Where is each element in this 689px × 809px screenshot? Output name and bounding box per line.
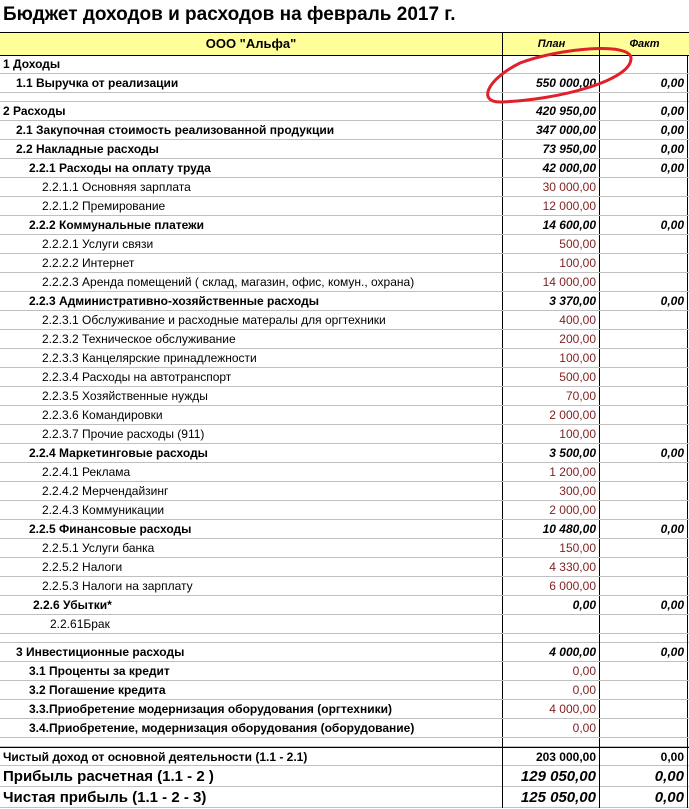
fact-cell[interactable] — [599, 615, 688, 633]
fact-cell[interactable] — [599, 662, 688, 680]
plan-cell[interactable]: 129 050,00 — [502, 766, 599, 787]
row-label: 2.2.4.1 Реклама — [42, 465, 131, 479]
plan-cell[interactable]: 3 370,00 — [502, 292, 599, 310]
table-row[interactable] — [0, 311, 689, 330]
table-row[interactable] — [0, 425, 689, 444]
fact-cell[interactable] — [599, 425, 688, 443]
plan-cell[interactable]: 2 000,00 — [502, 501, 599, 519]
plan-cell[interactable]: 14 600,00 — [502, 216, 599, 234]
table-row[interactable] — [0, 700, 689, 719]
fact-cell[interactable] — [599, 738, 688, 747]
row-label: 2.2.4.2 Мерчендайзинг — [42, 484, 169, 498]
row-label: 3.3.Приобретение модернизация оборудования (оргтехники) — [29, 702, 392, 716]
plan-cell[interactable]: 4 000,00 — [502, 643, 599, 661]
fact-cell[interactable]: 0,00 — [599, 140, 688, 158]
table-row[interactable] — [0, 444, 689, 463]
plan-cell[interactable]: 70,00 — [502, 387, 599, 405]
fact-cell[interactable]: 0,00 — [599, 159, 688, 177]
row-label: 2.2.2.2 Интернет — [42, 256, 135, 270]
fact-cell[interactable] — [599, 93, 688, 102]
table-row[interactable] — [0, 93, 689, 102]
plan-cell[interactable] — [502, 634, 599, 643]
fact-cell[interactable]: 0,00 — [599, 787, 688, 808]
plan-cell[interactable]: 30 000,00 — [502, 178, 599, 196]
fact-cell[interactable] — [599, 55, 688, 73]
fact-cell[interactable] — [599, 311, 688, 329]
row-label: 2.2 Накладные расходы — [16, 142, 159, 156]
plan-cell[interactable] — [502, 93, 599, 102]
row-label: 2.2.2 Коммунальные платежи — [29, 218, 205, 232]
fact-cell[interactable]: 0,00 — [599, 121, 688, 139]
table-row[interactable] — [0, 330, 689, 349]
column-header-fact[interactable]: Факт — [599, 33, 689, 55]
table-row[interactable] — [0, 216, 689, 235]
table-row[interactable] — [0, 766, 689, 787]
table-row[interactable] — [0, 615, 689, 634]
table-row[interactable] — [0, 387, 689, 406]
row-label: 2.2.1.2 Премирование — [42, 199, 166, 213]
row-label: 2.2.2.3 Аренда помещений ( склад, магазин, офис, комун., охрана) — [42, 275, 415, 289]
row-label: 2.2.3.3 Канцелярские принадлежности — [42, 351, 257, 365]
table-row[interactable] — [0, 159, 689, 178]
plan-cell[interactable]: 550 000,00 — [502, 74, 599, 92]
fact-cell[interactable] — [599, 330, 688, 348]
fact-cell[interactable] — [599, 254, 688, 272]
row-label: 3.2 Погашение кредита — [29, 683, 166, 697]
row-label: 2.2.6 Убытки* — [33, 598, 112, 612]
table-row[interactable] — [0, 577, 689, 596]
plan-cell[interactable]: 100,00 — [502, 254, 599, 272]
plan-cell[interactable]: 6 000,00 — [502, 577, 599, 595]
column-header-plan[interactable]: План — [502, 33, 600, 55]
row-label: 2.2.4 Маркетинговые расходы — [29, 446, 208, 460]
fact-cell[interactable] — [599, 719, 688, 737]
row-label: 3 Инвестиционные расходы — [16, 645, 185, 659]
fact-cell[interactable]: 0,00 — [599, 216, 688, 234]
row-label: 2.2.3.5 Хозяйственные нужды — [42, 389, 208, 403]
table-row[interactable] — [0, 501, 689, 520]
fact-cell[interactable] — [599, 700, 688, 718]
table-row[interactable] — [0, 368, 689, 387]
row-label: 2.2.61Брак — [50, 617, 110, 631]
budget-table — [0, 55, 689, 808]
row-label: 2.2.5.1 Услуги банка — [42, 541, 155, 555]
table-row[interactable] — [0, 558, 689, 577]
fact-cell[interactable] — [599, 406, 688, 424]
table-row[interactable] — [0, 662, 689, 681]
table-row[interactable] — [0, 738, 689, 747]
plan-cell[interactable]: 10 480,00 — [502, 520, 599, 538]
plan-cell[interactable]: 500,00 — [502, 235, 599, 253]
table-row[interactable] — [0, 539, 689, 558]
fact-cell[interactable] — [599, 634, 688, 643]
plan-cell[interactable]: 73 950,00 — [502, 140, 599, 158]
row-label: Чистый доход от основной деятельности (1.1 - 2.1) — [3, 750, 308, 764]
table-row[interactable] — [0, 74, 689, 93]
fact-cell[interactable]: 0,00 — [599, 766, 688, 787]
fact-cell[interactable] — [599, 235, 688, 253]
table-row[interactable] — [0, 719, 689, 738]
table-row[interactable] — [0, 634, 689, 643]
table-row[interactable] — [0, 596, 689, 615]
fact-cell[interactable]: 0,00 — [599, 596, 688, 614]
row-label: 3.1 Проценты за кредит — [29, 664, 170, 678]
plan-cell[interactable]: 100,00 — [502, 349, 599, 367]
fact-cell[interactable] — [599, 197, 688, 215]
table-row[interactable] — [0, 643, 689, 662]
table-row[interactable] — [0, 197, 689, 216]
fact-cell[interactable] — [599, 178, 688, 196]
row-label: 2.2.3.7 Прочие расходы (911) — [42, 427, 205, 441]
table-row[interactable] — [0, 406, 689, 425]
fact-cell[interactable]: 0,00 — [599, 74, 688, 92]
plan-cell[interactable]: 0,00 — [502, 719, 599, 737]
plan-cell[interactable]: 200,00 — [502, 330, 599, 348]
table-row[interactable] — [0, 292, 689, 311]
fact-cell[interactable] — [599, 681, 688, 699]
table-row[interactable] — [0, 273, 689, 292]
row-label: 2.2.5.2 Налоги — [42, 560, 123, 574]
row-label: 2.2.3 Административно-хозяйственные расходы — [29, 294, 319, 308]
plan-cell[interactable]: 2 000,00 — [502, 406, 599, 424]
plan-cell[interactable]: 0,00 — [502, 681, 599, 699]
page-title: Бюджет доходов и расходов на февраль 2017 г. — [3, 4, 456, 25]
plan-cell[interactable]: 1 200,00 — [502, 463, 599, 481]
plan-cell[interactable]: 100,00 — [502, 425, 599, 443]
company-name: ООО "Альфа" — [205, 36, 297, 51]
fact-cell[interactable] — [599, 273, 688, 291]
table-row[interactable] — [0, 463, 689, 482]
plan-cell[interactable]: 42 000,00 — [502, 159, 599, 177]
row-label: 1 Доходы — [3, 57, 61, 71]
plan-cell[interactable]: 500,00 — [502, 368, 599, 386]
table-row[interactable] — [0, 349, 689, 368]
fact-cell[interactable]: 0,00 — [599, 102, 688, 120]
fact-cell[interactable] — [599, 368, 688, 386]
row-label: 2.2.1 Расходы на оплату труда — [29, 161, 211, 175]
table-row[interactable] — [0, 235, 689, 254]
fact-cell[interactable] — [599, 349, 688, 367]
row-label: 1.1 Выручка от реализации — [16, 76, 179, 90]
fact-cell[interactable] — [599, 577, 688, 595]
fact-cell[interactable]: 0,00 — [599, 444, 688, 462]
plan-cell[interactable]: 4 330,00 — [502, 558, 599, 576]
table-row[interactable] — [0, 254, 689, 273]
plan-cell[interactable]: 420 950,00 — [502, 102, 599, 120]
row-label: 2.2.1.1 Основняя зарплата — [42, 180, 191, 194]
table-row[interactable] — [0, 102, 689, 121]
row-label: 2.2.5.3 Налоги на зарплату — [42, 579, 193, 593]
table-row[interactable] — [0, 121, 689, 140]
fact-cell[interactable]: 0,00 — [599, 643, 688, 661]
plan-cell[interactable] — [502, 615, 599, 633]
table-row[interactable] — [0, 178, 689, 197]
row-label: 2 Расходы — [3, 104, 66, 118]
fact-cell[interactable] — [599, 387, 688, 405]
plan-cell[interactable]: 0,00 — [502, 662, 599, 680]
plan-cell[interactable]: 3 500,00 — [502, 444, 599, 462]
fact-cell[interactable] — [599, 482, 688, 500]
fact-cell[interactable]: 0,00 — [599, 292, 688, 310]
row-label: 2.2.5 Финансовые расходы — [29, 522, 192, 536]
row-label: 3.4.Приобретение, модернизация оборудования (оборудование) — [29, 721, 415, 735]
row-label: 2.2.2.1 Услуги связи — [42, 237, 154, 251]
fact-cell[interactable] — [599, 539, 688, 557]
table-row[interactable] — [0, 55, 689, 74]
fact-cell[interactable] — [599, 463, 688, 481]
table-row[interactable] — [0, 482, 689, 501]
row-label: Прибыль расчетная (1.1 - 2 ) — [3, 768, 214, 785]
row-label: 2.2.3.2 Техническое обслуживание — [42, 332, 236, 346]
plan-cell[interactable]: 203 000,00 — [502, 748, 599, 766]
row-label: 2.2.3.6 Командировки — [42, 408, 163, 422]
table-row[interactable] — [0, 681, 689, 700]
fact-cell[interactable] — [599, 558, 688, 576]
table-row[interactable] — [0, 140, 689, 159]
fact-cell[interactable] — [599, 501, 688, 519]
plan-cell[interactable]: 4 000,00 — [502, 700, 599, 718]
plan-cell[interactable]: 0,00 — [502, 596, 599, 614]
plan-cell[interactable]: 12 000,00 — [502, 197, 599, 215]
plan-cell[interactable]: 125 050,00 — [502, 787, 599, 808]
plan-cell[interactable] — [502, 738, 599, 747]
row-label: 2.2.4.3 Коммуникации — [42, 503, 165, 517]
fact-cell[interactable]: 0,00 — [599, 748, 688, 766]
table-header — [0, 32, 689, 56]
row-label: 2.2.3.4 Расходы на автотранспорт — [42, 370, 232, 384]
plan-cell[interactable] — [502, 55, 599, 73]
row-label: Чистая прибыль (1.1 - 2 - 3) — [3, 789, 207, 806]
plan-cell[interactable]: 150,00 — [502, 539, 599, 557]
plan-cell[interactable]: 347 000,00 — [502, 121, 599, 139]
table-row[interactable] — [0, 520, 689, 539]
fact-cell[interactable]: 0,00 — [599, 520, 688, 538]
row-label: 2.1 Закупочная стоимость реализованной продукции — [16, 123, 335, 137]
row-label: 2.2.3.1 Обслуживание и расходные матерaлы для оргтехники — [42, 313, 386, 327]
plan-cell[interactable]: 400,00 — [502, 311, 599, 329]
plan-cell[interactable]: 14 000,00 — [502, 273, 599, 291]
plan-cell[interactable]: 300,00 — [502, 482, 599, 500]
table-row[interactable] — [0, 747, 689, 766]
table-row[interactable] — [0, 787, 689, 808]
